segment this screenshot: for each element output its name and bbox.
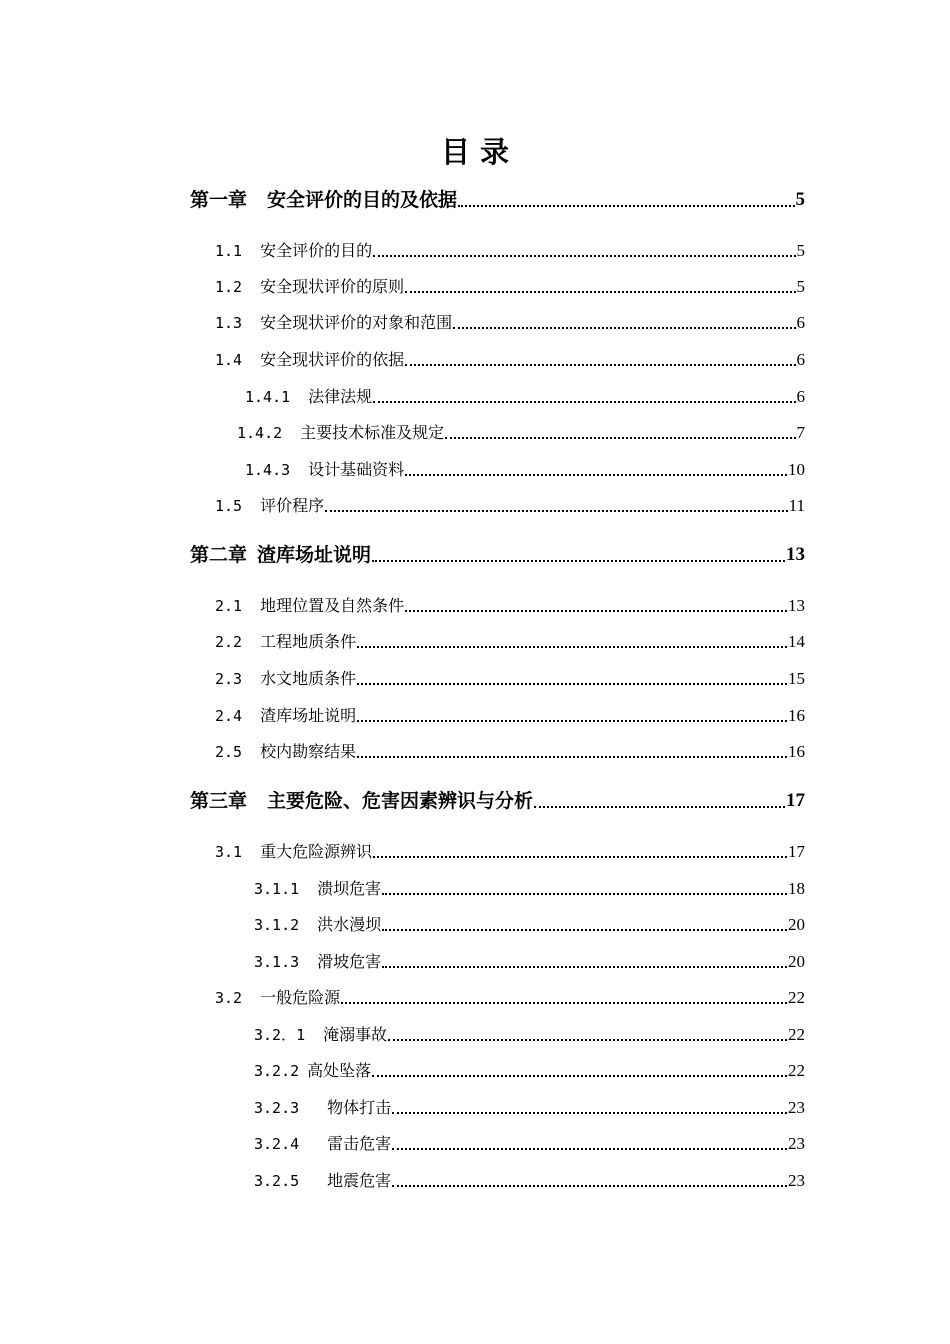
toc-entry-page: 13 bbox=[788, 596, 805, 615]
toc-entry-number: 3.2 bbox=[215, 989, 243, 1007]
toc-entry-page: 10 bbox=[788, 460, 805, 479]
toc-entry-page: 6 bbox=[796, 387, 805, 406]
toc-subsection-3-1-1[interactable] bbox=[254, 876, 805, 902]
dot-leader bbox=[534, 806, 785, 808]
toc-entry-label: 安全评价的目的 bbox=[260, 241, 373, 260]
toc-entry-number: 1.4.3 bbox=[245, 461, 291, 479]
dot-leader bbox=[405, 364, 795, 366]
toc-section-2-2[interactable] bbox=[215, 629, 805, 655]
toc-entry-number: 1.2 bbox=[215, 278, 243, 296]
toc-entry-number: 2.3 bbox=[215, 670, 243, 688]
dot-leader bbox=[341, 1002, 787, 1004]
toc-chapter-3[interactable] bbox=[190, 788, 805, 814]
dot-leader bbox=[392, 1185, 787, 1187]
toc-subsection-3-2-3[interactable] bbox=[254, 1095, 805, 1121]
page-title: 目 录 bbox=[440, 135, 510, 169]
toc-subsection-1-4-2[interactable] bbox=[237, 420, 805, 446]
toc-subsection-1-4-3[interactable] bbox=[245, 457, 805, 483]
toc-entry-page: 5 bbox=[795, 189, 805, 210]
toc-section-2-3[interactable] bbox=[215, 666, 805, 692]
toc-entry-number: 3.2.2 bbox=[254, 1062, 300, 1080]
toc-entry-label: 工程地质条件 bbox=[260, 632, 357, 651]
toc-entry-label: 主要危险、危害因素辨识与分析 bbox=[267, 790, 534, 812]
toc-entry-label: 安全现状评价的依据 bbox=[260, 350, 405, 369]
toc-section-2-4[interactable] bbox=[215, 703, 805, 729]
toc-entry-label: 地震危害 bbox=[327, 1171, 392, 1190]
toc-entry-number: 2.2 bbox=[215, 633, 243, 651]
toc-entry-number: 3.1.2 bbox=[254, 916, 300, 934]
toc-subsection-1-4-1[interactable] bbox=[245, 384, 805, 410]
dot-leader bbox=[405, 291, 795, 293]
toc-entry-label: 安全现状评价的对象和范围 bbox=[260, 313, 453, 332]
toc-entry-page: 20 bbox=[788, 952, 805, 971]
toc-entry-label: 雷击危害 bbox=[327, 1134, 392, 1153]
toc-entry-number: 2.4 bbox=[215, 707, 243, 725]
toc-entry-number: 1.5 bbox=[215, 497, 243, 515]
toc-entry-page: 6 bbox=[796, 350, 805, 369]
toc-subsection-3-2-1[interactable] bbox=[254, 1022, 805, 1048]
dot-leader bbox=[392, 1148, 787, 1150]
toc-entry-label: 物体打击 bbox=[327, 1098, 392, 1117]
dot-leader bbox=[357, 756, 787, 758]
dot-leader bbox=[405, 610, 787, 612]
toc-entry-page: 7 bbox=[796, 423, 805, 442]
toc-entry-page: 20 bbox=[788, 915, 805, 934]
toc-entry-page: 18 bbox=[788, 879, 805, 898]
toc-section-1-4[interactable] bbox=[215, 347, 805, 373]
dot-leader bbox=[373, 255, 795, 257]
toc-entry-number: 1.3 bbox=[215, 314, 243, 332]
toc-entry-number: 1.4.1 bbox=[245, 388, 291, 406]
toc-entry-label: 渣库场址说明 bbox=[257, 544, 372, 566]
toc-entry-page: 14 bbox=[788, 632, 805, 651]
toc-entry-page: 23 bbox=[788, 1134, 805, 1153]
toc-entry-label: 一般危险源 bbox=[260, 988, 341, 1007]
toc-entry-label: 溃坝危害 bbox=[317, 879, 382, 898]
toc-section-1-5[interactable] bbox=[215, 493, 805, 519]
dot-leader bbox=[382, 966, 787, 968]
dot-leader bbox=[405, 474, 787, 476]
toc-entry-page: 6 bbox=[796, 313, 805, 332]
dot-leader bbox=[445, 437, 795, 439]
toc-entry-page: 13 bbox=[786, 544, 805, 565]
dot-leader bbox=[372, 560, 785, 562]
toc-subsection-3-2-5[interactable] bbox=[254, 1168, 805, 1194]
toc-entry-label: 校内勘察结果 bbox=[260, 742, 357, 761]
toc-entry-label: 地理位置及自然条件 bbox=[260, 596, 405, 615]
dot-leader bbox=[372, 1075, 787, 1077]
toc-entry-page: 11 bbox=[788, 496, 805, 515]
toc-entry-page: 5 bbox=[796, 277, 805, 296]
toc-entry-label: 重大危险源辨识 bbox=[260, 842, 373, 861]
toc-entry-page: 17 bbox=[788, 842, 805, 861]
toc-entry-number: 第三章 bbox=[190, 790, 248, 812]
toc-entry-number: 1.4.2 bbox=[237, 424, 283, 442]
toc-entry-number: 2.1 bbox=[215, 597, 243, 615]
toc-entry-label: 淹溺事故 bbox=[323, 1025, 388, 1044]
dot-leader bbox=[382, 893, 787, 895]
dot-leader bbox=[357, 720, 787, 722]
toc-entry-label: 渣库场址说明 bbox=[260, 706, 357, 725]
dot-leader bbox=[357, 646, 787, 648]
toc-section-3-2[interactable] bbox=[215, 985, 805, 1011]
toc-entry-page: 15 bbox=[788, 669, 805, 688]
dot-leader bbox=[373, 401, 795, 403]
toc-entry-number: 3.2.4 bbox=[254, 1135, 300, 1153]
dot-leader bbox=[458, 205, 794, 207]
toc-entry-number: 3.1.1 bbox=[254, 880, 300, 898]
toc-entry-label: 水文地质条件 bbox=[260, 669, 357, 688]
dot-leader bbox=[453, 327, 795, 329]
toc-section-3-1[interactable] bbox=[215, 839, 805, 865]
toc-entry-page: 23 bbox=[788, 1098, 805, 1117]
toc-entry-page: 22 bbox=[788, 1025, 805, 1044]
toc-entry-label: 主要技术标准及规定 bbox=[300, 423, 445, 442]
toc-section-1-1[interactable] bbox=[215, 238, 805, 264]
toc-entry-label: 滑坡危害 bbox=[317, 952, 382, 971]
toc-subsection-3-1-3[interactable] bbox=[254, 949, 805, 975]
toc-entry-number: 第一章 bbox=[190, 189, 248, 211]
toc-entry-number: 第二章 bbox=[190, 544, 248, 566]
dot-leader bbox=[392, 1112, 787, 1114]
dot-leader bbox=[373, 856, 787, 858]
toc-entry-label: 法律法规 bbox=[308, 387, 373, 406]
toc-subsection-3-1-2[interactable] bbox=[254, 912, 805, 938]
dot-leader bbox=[357, 683, 787, 685]
toc-entry-number: 3.2.3 bbox=[254, 1099, 300, 1117]
toc-entry-label: 评价程序 bbox=[260, 496, 325, 515]
toc-entry-page: 22 bbox=[788, 1061, 805, 1080]
toc-subsection-3-2-2[interactable] bbox=[254, 1058, 805, 1084]
toc-entry-number: 1.4 bbox=[215, 351, 243, 369]
toc-entry-page: 16 bbox=[788, 742, 805, 761]
toc-section-1-3[interactable] bbox=[215, 310, 805, 336]
toc-entry-number: 3.1.3 bbox=[254, 953, 300, 971]
toc-entry-number: 2.5 bbox=[215, 743, 243, 761]
toc-entry-label: 设计基础资料 bbox=[308, 460, 405, 479]
toc-entry-page: 22 bbox=[788, 988, 805, 1007]
toc-entry-label: 安全评价的目的及依据 bbox=[267, 189, 458, 211]
toc-entry-label: 高处坠落 bbox=[307, 1061, 372, 1080]
toc-entry-page: 16 bbox=[788, 706, 805, 725]
toc-section-2-1[interactable] bbox=[215, 593, 805, 619]
toc-entry-number: 1.1 bbox=[215, 242, 243, 260]
toc-section-2-5[interactable] bbox=[215, 739, 805, 765]
toc-entry-page: 17 bbox=[786, 790, 805, 811]
dot-leader bbox=[388, 1039, 787, 1041]
dot-leader bbox=[382, 929, 787, 931]
toc-entry-page: 5 bbox=[796, 241, 805, 260]
toc-entry-number: 3.2.5 bbox=[254, 1172, 300, 1190]
toc-section-1-2[interactable] bbox=[215, 274, 805, 300]
toc-entry-page: 23 bbox=[788, 1171, 805, 1190]
dot-leader bbox=[325, 510, 788, 512]
toc-chapter-1[interactable] bbox=[190, 187, 805, 213]
toc-entry-number: 3.1 bbox=[215, 843, 243, 861]
toc-subsection-3-2-4[interactable] bbox=[254, 1131, 805, 1157]
toc-entry-label: 安全现状评价的原则 bbox=[260, 277, 405, 296]
toc-entry-label: 洪水漫坝 bbox=[317, 915, 382, 934]
toc-entry-number: 3.2．1 bbox=[254, 1026, 306, 1044]
toc-chapter-2[interactable] bbox=[190, 542, 805, 568]
